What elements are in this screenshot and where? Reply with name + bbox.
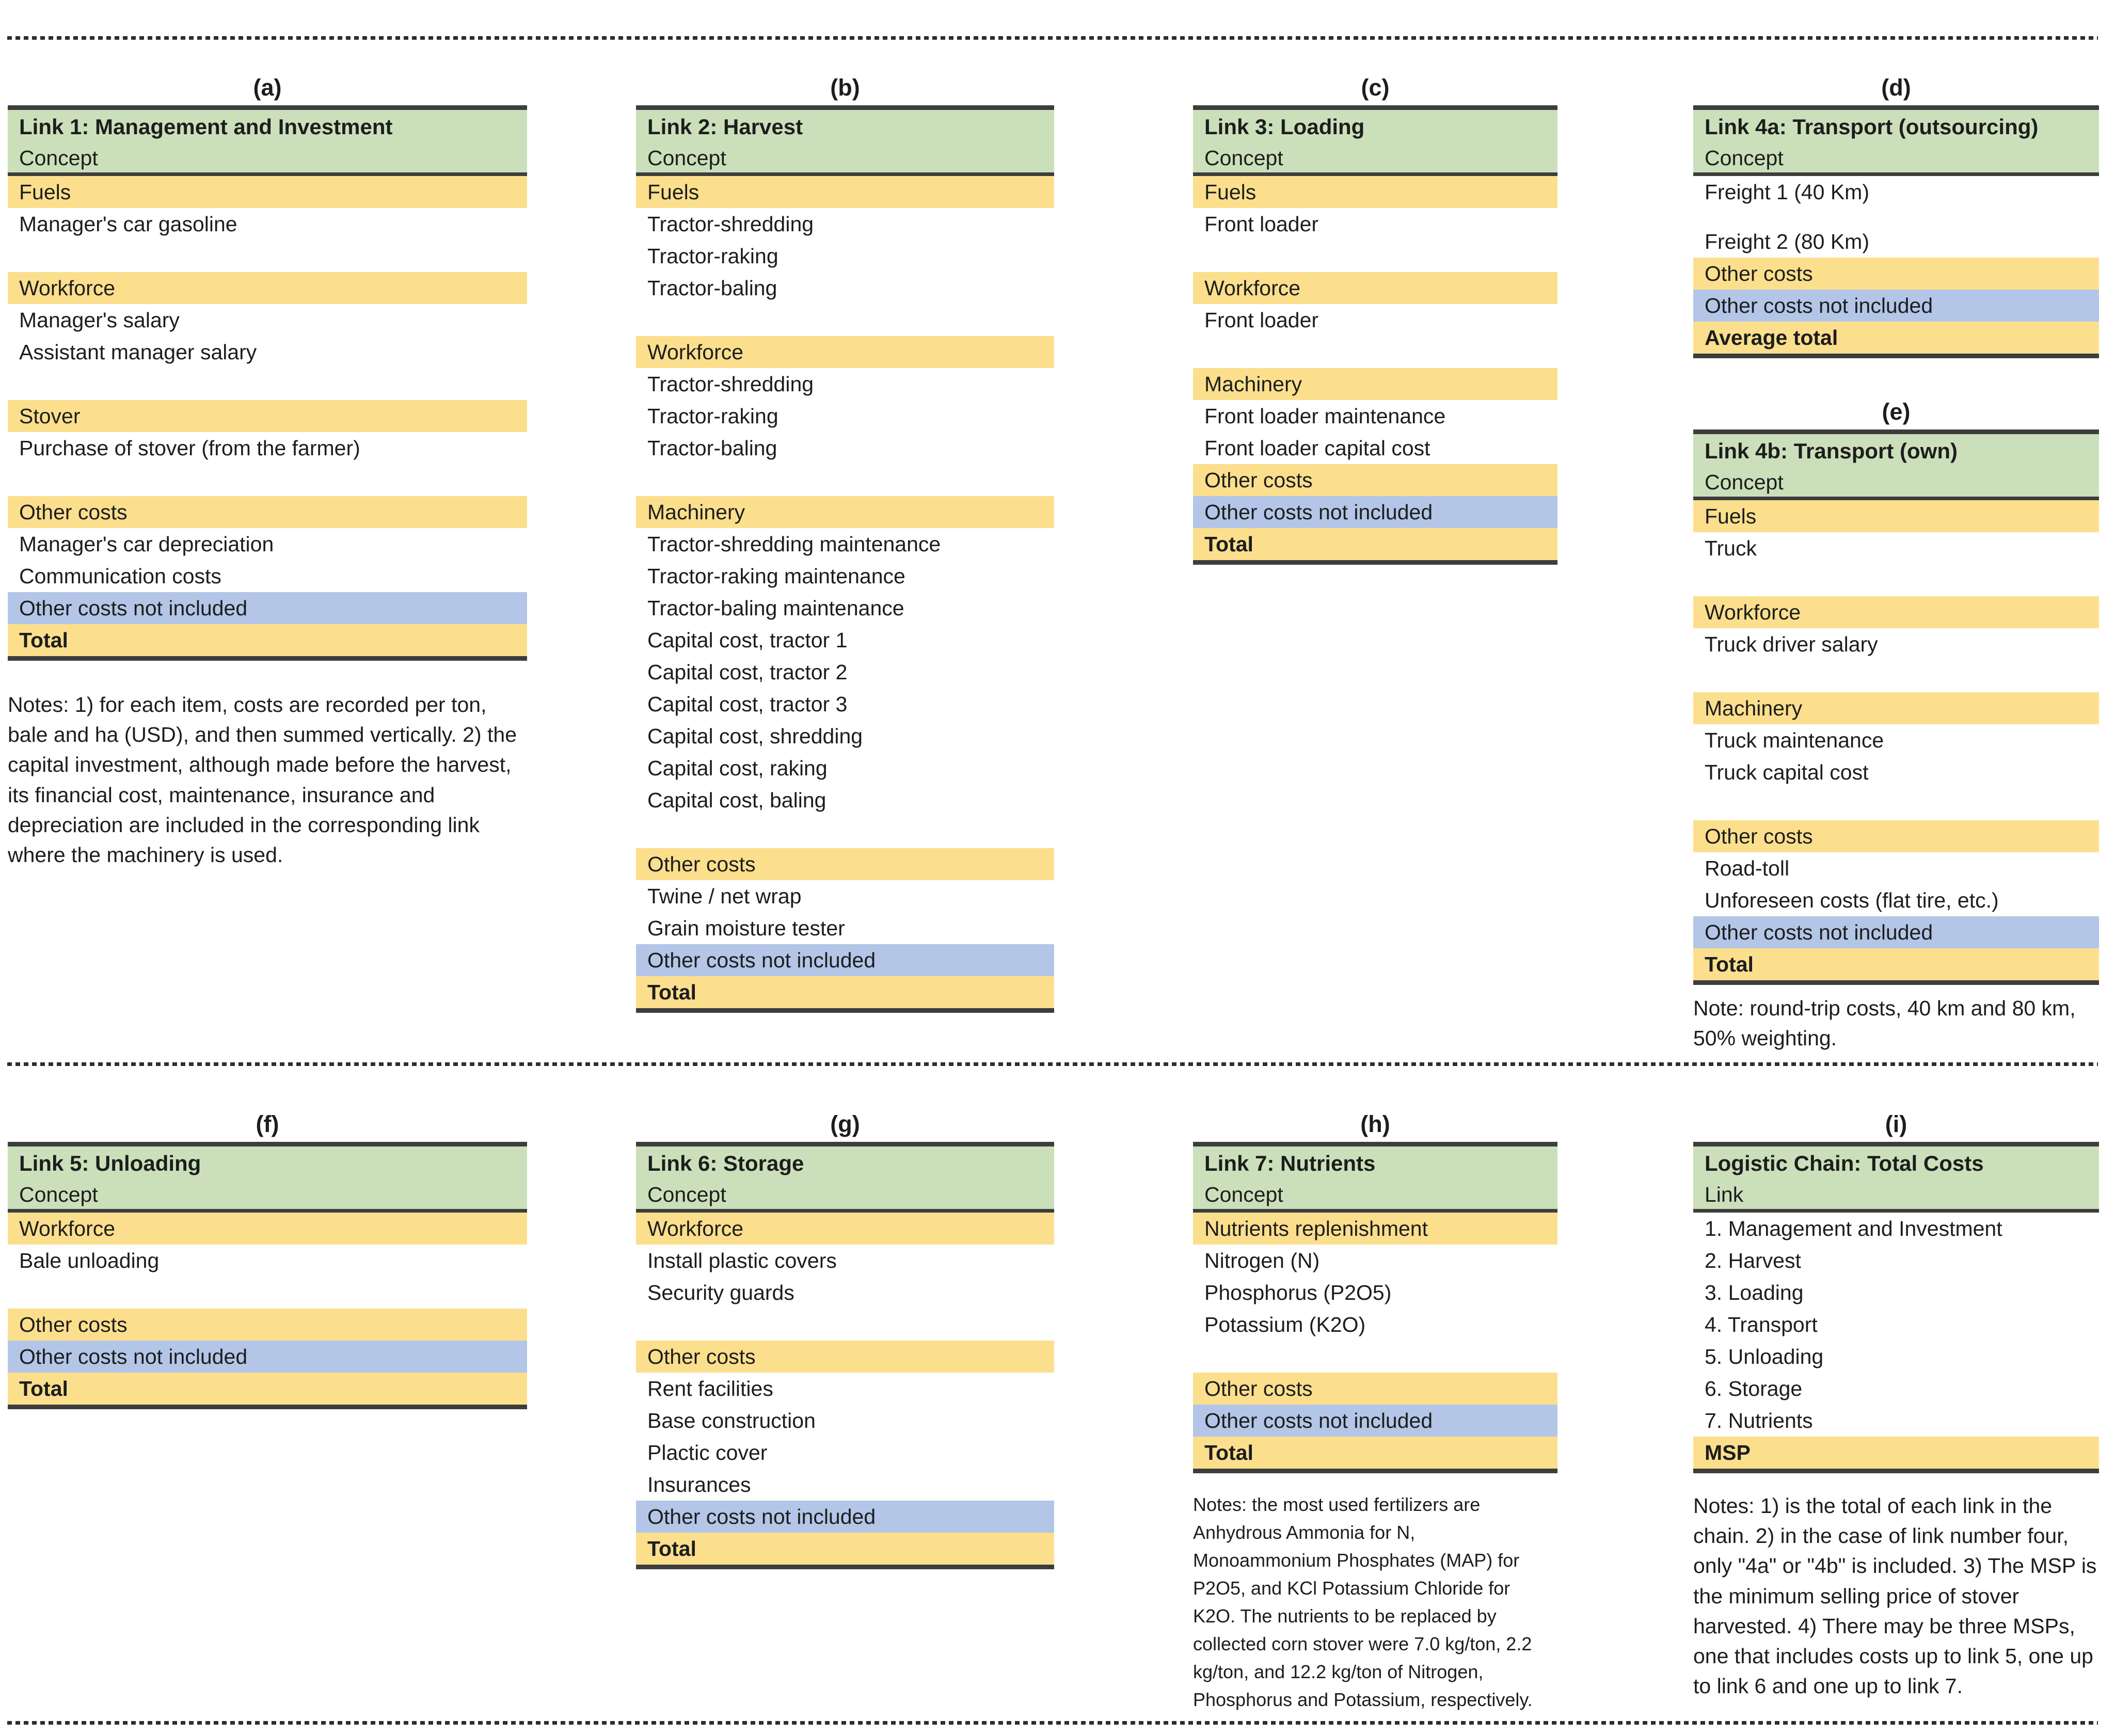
item-row	[8, 528, 527, 560]
spacer-row	[636, 304, 1054, 336]
category-row	[8, 400, 527, 432]
panel-title	[8, 110, 527, 144]
category-row	[8, 1213, 527, 1245]
total-row	[1193, 1437, 1557, 1469]
category-row-text: Other costs	[1204, 468, 1313, 492]
panel-title	[1693, 434, 2099, 468]
panel-title-text: Link 5: Unloading	[19, 1151, 201, 1175]
category-row	[1193, 272, 1557, 304]
panel-title	[636, 110, 1054, 144]
item-row	[636, 752, 1054, 784]
category-row	[1693, 258, 2099, 290]
item-row	[1693, 1405, 2099, 1437]
item-row	[636, 784, 1054, 816]
item-row-text: 6. Storage	[1705, 1376, 1803, 1400]
item-row-text: Potassium (K2O)	[1204, 1312, 1366, 1336]
item-row	[636, 720, 1054, 752]
category-row-text: Machinery	[647, 500, 745, 524]
dashed-separator-top	[7, 36, 2098, 40]
item-row-text: Tractor-baling	[647, 276, 777, 300]
panel-label: (e)	[1882, 399, 1911, 425]
item-row	[636, 1277, 1054, 1309]
item-row-text: Security guards	[647, 1280, 794, 1304]
item-row-text: Manager's car gasoline	[19, 212, 237, 236]
category-row-text: Other costs	[1705, 824, 1813, 848]
item-row	[636, 208, 1054, 240]
panel-h	[1193, 1109, 1557, 1714]
category-row-text: Other costs	[647, 852, 756, 876]
category-row	[1693, 596, 2099, 628]
total-row	[1693, 322, 2099, 354]
item-row-text: Front loader	[1204, 212, 1319, 236]
item-row-text: Tractor-baling maintenance	[647, 596, 904, 620]
item-row	[1193, 1245, 1557, 1277]
item-row-text: 2. Harvest	[1705, 1248, 1801, 1272]
item-row-text: Twine / net wrap	[647, 884, 802, 908]
item-row-text: Insurances	[647, 1472, 751, 1496]
item-row	[1693, 532, 2099, 564]
category-row-text: Fuels	[647, 180, 699, 204]
total-row	[1693, 1437, 2099, 1469]
panel-note: Notes: the most used fertilizers are Anhydrous Ammonia for N, Monoammonium Phosphates (MAP) for P2O5, and KCl Potassium Chloride for K2O. The nutrients to be replaced by collected corn stover were 7.0 kg/ton, 2.2 kg/ton, and 12.2 kg/ton of Nitrogen, Phosphorus and Potassium, respectively.	[1193, 1494, 1533, 1710]
category-row-text: Workforce	[647, 1216, 744, 1240]
panel-title-text: Link 7: Nutrients	[1204, 1151, 1376, 1175]
category-row-text: Other costs	[19, 500, 128, 524]
item-row	[1693, 176, 2099, 208]
item-row	[1193, 208, 1557, 240]
item-row-text: Tractor-raking	[647, 244, 778, 268]
item-row-text: Capital cost, baling	[647, 788, 826, 812]
item-row-text: Manager's car depreciation	[19, 532, 274, 556]
panel-subtitle	[1193, 144, 1557, 176]
panel-table	[636, 1142, 1054, 1569]
item-row-text: Front loader	[1204, 308, 1319, 332]
panel-label: (c)	[1361, 74, 1390, 101]
item-row-text: Assistant manager salary	[19, 340, 257, 364]
spacer-row	[1193, 1341, 1557, 1373]
category-row-text: Other costs	[1705, 261, 1813, 285]
spacer-row	[8, 240, 527, 272]
panel-table	[1693, 1142, 2099, 1473]
category-row-text: Other costs	[1204, 1376, 1313, 1400]
category-row	[1693, 692, 2099, 724]
total-row	[1193, 528, 1557, 560]
item-row	[1693, 1309, 2099, 1341]
spacer-row	[1193, 240, 1557, 272]
category-row	[1693, 820, 2099, 852]
category-row-text: Stover	[19, 404, 81, 428]
item-row	[8, 432, 527, 464]
spacer-row	[1693, 564, 2099, 596]
panel-a	[8, 72, 527, 870]
category-row-text: Machinery	[1705, 696, 1803, 720]
panel-subtitle	[8, 144, 527, 176]
excluded-row-text: Other costs not included	[1204, 500, 1433, 524]
panel-subtitle-text: Concept	[1705, 146, 1784, 170]
total-row-text: Total	[647, 1536, 696, 1560]
excluded-row	[636, 1501, 1054, 1533]
category-row	[636, 496, 1054, 528]
item-row	[636, 400, 1054, 432]
item-row-text: Freight 2 (80 Km)	[1705, 229, 1869, 253]
panel-subtitle	[1193, 1181, 1557, 1213]
panel-note: Note: round-trip costs, 40 km and 80 km, 50% weighting.	[1693, 996, 2076, 1050]
item-row-text: Nitrogen (N)	[1204, 1248, 1320, 1272]
item-row	[1193, 1309, 1557, 1341]
item-row-text: Bale unloading	[19, 1248, 160, 1272]
category-row	[636, 1213, 1054, 1245]
total-row-text: Average total	[1705, 325, 1838, 349]
excluded-row-text: Other costs not included	[647, 948, 876, 972]
total-row-text: Total	[647, 980, 696, 1004]
item-row	[1693, 1245, 2099, 1277]
excluded-row-text: Other costs not included	[1204, 1408, 1433, 1432]
panel-label: (a)	[253, 74, 282, 101]
panel-table	[1693, 105, 2099, 358]
panel-title	[636, 1146, 1054, 1181]
panel-note: Notes: 1) is the total of each link in the chain. 2) in the case of link number four, only "4a" or "4b" is included. 3) The MSP is the minimum selling price of stover harvested. 4) There may be three MSPs, one that includes costs up to link 5, one up to link 6 and one up to link 7.	[1693, 1494, 2097, 1698]
item-row	[8, 336, 527, 368]
panel-subtitle-text: Link	[1705, 1183, 1744, 1206]
item-row	[636, 272, 1054, 304]
item-row	[636, 912, 1054, 944]
category-row	[1193, 464, 1557, 496]
panel-subtitle	[1693, 468, 2099, 500]
total-row-text: Total	[19, 1376, 68, 1400]
item-row	[8, 1245, 527, 1277]
item-row-text: Tractor-baling	[647, 436, 777, 460]
excluded-row-text: Other costs not included	[19, 596, 248, 620]
panel-table	[1693, 429, 2099, 985]
panel-e	[1693, 396, 2099, 1053]
category-row	[636, 336, 1054, 368]
spacer-row	[1193, 336, 1557, 368]
item-row	[1693, 724, 2099, 756]
item-row-text: Tractor-shredding	[647, 372, 814, 396]
item-row-text: Capital cost, shredding	[647, 724, 863, 748]
excluded-row	[8, 1341, 527, 1373]
item-row-text: Capital cost, raking	[647, 756, 828, 780]
item-row-text: Truck driver salary	[1705, 632, 1878, 656]
total-row-text: Total	[1204, 1440, 1253, 1464]
item-row	[1693, 1277, 2099, 1309]
item-row	[8, 304, 527, 336]
panel-d	[1693, 72, 2099, 358]
item-row-text: Truck capital cost	[1705, 760, 1869, 784]
spacer-row	[636, 816, 1054, 848]
panel-label: (g)	[830, 1111, 860, 1137]
category-row	[1193, 368, 1557, 400]
item-row-text: Base construction	[647, 1408, 816, 1432]
panel-table	[8, 1142, 527, 1409]
item-row	[636, 1405, 1054, 1437]
spacer-row-small	[1693, 208, 2099, 226]
excluded-row-text: Other costs not included	[19, 1344, 248, 1368]
category-row-text: Machinery	[1204, 372, 1302, 396]
item-row	[1693, 1373, 2099, 1405]
category-row-text: Other costs	[647, 1344, 756, 1368]
item-row	[636, 240, 1054, 272]
category-row-text: Workforce	[647, 340, 744, 364]
category-row	[8, 496, 527, 528]
spacer-row	[1693, 660, 2099, 692]
total-row	[636, 1533, 1054, 1565]
spacer-row	[1693, 788, 2099, 820]
item-row	[636, 1437, 1054, 1469]
item-row-text: Capital cost, tractor 2	[647, 660, 848, 684]
panel-table	[1193, 105, 1557, 565]
item-row	[8, 560, 527, 592]
panel-title-text: Link 3: Loading	[1204, 115, 1365, 139]
dashed-separator-middle	[7, 1062, 2098, 1066]
total-row-text: Total	[1705, 952, 1754, 976]
item-row-text: Tractor-raking maintenance	[647, 564, 905, 588]
category-row-text: Fuels	[1204, 180, 1257, 204]
category-row	[636, 1341, 1054, 1373]
item-row	[1693, 756, 2099, 788]
panel-subtitle-text: Concept	[19, 1183, 98, 1206]
item-row-text: Purchase of stover (from the farmer)	[19, 436, 360, 460]
panel-title	[1693, 1146, 2099, 1181]
panel-title-text: Link 4b: Transport (own)	[1705, 439, 1958, 463]
category-row	[1193, 176, 1557, 208]
category-row	[8, 176, 527, 208]
panel-subtitle-text: Concept	[647, 1183, 726, 1206]
panel-b	[636, 72, 1054, 1013]
panel-title	[8, 1146, 527, 1181]
item-row-text: 4. Transport	[1705, 1312, 1818, 1336]
excluded-row	[1693, 290, 2099, 322]
panel-title-text: Link 6: Storage	[647, 1151, 804, 1175]
item-row-text: 3. Loading	[1705, 1280, 1804, 1304]
dashed-separator-bottom	[7, 1721, 2098, 1725]
item-row	[1193, 400, 1557, 432]
panel-subtitle-text: Concept	[647, 146, 726, 170]
item-row-text: Capital cost, tractor 3	[647, 692, 848, 716]
category-row-text: Workforce	[1705, 600, 1801, 624]
item-row	[1193, 304, 1557, 336]
panel-table	[636, 105, 1054, 1013]
panel-subtitle	[1693, 1181, 2099, 1213]
category-row	[636, 176, 1054, 208]
item-row	[636, 1373, 1054, 1405]
category-row-text: Workforce	[19, 276, 116, 300]
item-row	[1193, 432, 1557, 464]
panel-subtitle-text: Concept	[19, 146, 98, 170]
category-row	[1193, 1373, 1557, 1405]
item-row-text: Tractor-shredding	[647, 212, 814, 236]
item-row	[1193, 1277, 1557, 1309]
excluded-row	[1693, 916, 2099, 948]
item-row	[636, 528, 1054, 560]
panel-label: (b)	[830, 74, 860, 101]
item-row-text: 5. Unloading	[1705, 1344, 1824, 1368]
panel-subtitle	[1693, 144, 2099, 176]
item-row-text: Road-toll	[1705, 856, 1790, 880]
category-row-text: Fuels	[19, 180, 71, 204]
item-row	[8, 208, 527, 240]
item-row-text: Install plastic covers	[647, 1248, 837, 1272]
panel-label: (h)	[1360, 1111, 1390, 1137]
item-row-text: Grain moisture tester	[647, 916, 845, 940]
item-row	[636, 656, 1054, 688]
category-row	[8, 1309, 527, 1341]
item-row	[636, 624, 1054, 656]
excluded-row-text: Other costs not included	[1705, 293, 1933, 317]
panel-subtitle-text: Concept	[1204, 1183, 1283, 1206]
category-row	[1693, 500, 2099, 532]
excluded-row	[1193, 1405, 1557, 1437]
panel-title-text: Link 4a: Transport (outsourcing)	[1705, 115, 2039, 139]
panel-label: (f)	[256, 1111, 279, 1137]
panel-title-text: Link 1: Management and Investment	[19, 115, 393, 139]
panel-title-text: Logistic Chain: Total Costs	[1705, 1151, 1984, 1175]
item-row-text: Truck	[1705, 536, 1757, 560]
panel-title-text: Link 2: Harvest	[647, 115, 803, 139]
category-row-text: Fuels	[1705, 504, 1757, 528]
item-row	[636, 1469, 1054, 1501]
item-row-text: 1. Management and Investment	[1705, 1216, 2002, 1240]
item-row-text: Phosphorus (P2O5)	[1204, 1280, 1392, 1304]
category-row-text: Nutrients replenishment	[1204, 1216, 1428, 1240]
spacer-row	[636, 464, 1054, 496]
excluded-row-text: Other costs not included	[647, 1504, 876, 1528]
item-row	[1693, 884, 2099, 916]
item-row-text: Freight 1 (40 Km)	[1705, 180, 1869, 204]
panel-subtitle-text: Concept	[1705, 470, 1784, 494]
category-row	[636, 848, 1054, 880]
item-row	[1693, 852, 2099, 884]
item-row	[636, 688, 1054, 720]
item-row	[636, 592, 1054, 624]
panel-subtitle	[636, 1181, 1054, 1213]
item-row-text: Tractor-shredding maintenance	[647, 532, 941, 556]
item-row-text: Truck maintenance	[1705, 728, 1884, 752]
item-row-text: Plactic cover	[647, 1440, 768, 1464]
item-row-text: Unforeseen costs (flat tire, etc.)	[1705, 888, 1999, 912]
panel-table	[8, 105, 527, 661]
item-row	[636, 368, 1054, 400]
item-row-text: Front loader capital cost	[1204, 436, 1430, 460]
panel-note: Notes: 1) for each item, costs are recorded per ton, bale and ha (USD), and then summed vertically. 2) the capital investment, although made before the harvest, its financial cost, maintenance, insurance and depreciation are included in the corresponding link where the machinery is used.	[8, 693, 517, 867]
item-row	[1693, 1341, 2099, 1373]
panel-label: (i)	[1885, 1111, 1907, 1137]
panel-title	[1193, 1146, 1557, 1181]
spacer-row	[8, 1277, 527, 1309]
item-row-text: Communication costs	[19, 564, 221, 588]
category-row-text: Workforce	[1204, 276, 1301, 300]
item-row-text: Front loader maintenance	[1204, 404, 1446, 428]
panel-g	[636, 1109, 1054, 1569]
category-row-text: Workforce	[19, 1216, 116, 1240]
total-row	[8, 1373, 527, 1405]
item-row	[1693, 226, 2099, 258]
panel-f	[8, 1109, 527, 1409]
panel-table	[1193, 1142, 1557, 1473]
total-row	[1693, 948, 2099, 980]
total-row	[8, 624, 527, 656]
item-row-text: Capital cost, tractor 1	[647, 628, 848, 652]
item-row-text: 7. Nutrients	[1705, 1408, 1813, 1432]
spacer-row	[636, 1309, 1054, 1341]
panel-subtitle	[636, 144, 1054, 176]
item-row-text: Rent facilities	[647, 1376, 773, 1400]
panel-i	[1693, 1109, 2099, 1701]
panel-title	[1193, 110, 1557, 144]
panel-subtitle-text: Concept	[1204, 146, 1283, 170]
item-row	[636, 560, 1054, 592]
category-row	[8, 272, 527, 304]
panel-c	[1193, 72, 1557, 565]
total-row-text: Total	[1204, 532, 1253, 556]
excluded-row-text: Other costs not included	[1705, 920, 1933, 944]
item-row	[636, 880, 1054, 912]
total-row-text: MSP	[1705, 1440, 1751, 1464]
category-row-text: Other costs	[19, 1312, 128, 1336]
item-row	[636, 432, 1054, 464]
item-row-text: Manager's salary	[19, 308, 180, 332]
spacer-row	[8, 368, 527, 400]
item-row	[636, 1245, 1054, 1277]
spacer-row	[8, 464, 527, 496]
panel-title	[1693, 110, 2099, 144]
panel-label: (d)	[1881, 74, 1911, 101]
item-row-text: Tractor-raking	[647, 404, 778, 428]
category-row	[1193, 1213, 1557, 1245]
item-row	[1693, 628, 2099, 660]
excluded-row	[8, 592, 527, 624]
panel-subtitle	[8, 1181, 527, 1213]
item-row	[1693, 1213, 2099, 1245]
excluded-row	[1193, 496, 1557, 528]
total-row	[636, 976, 1054, 1008]
total-row-text: Total	[19, 628, 68, 652]
excluded-row	[636, 944, 1054, 976]
